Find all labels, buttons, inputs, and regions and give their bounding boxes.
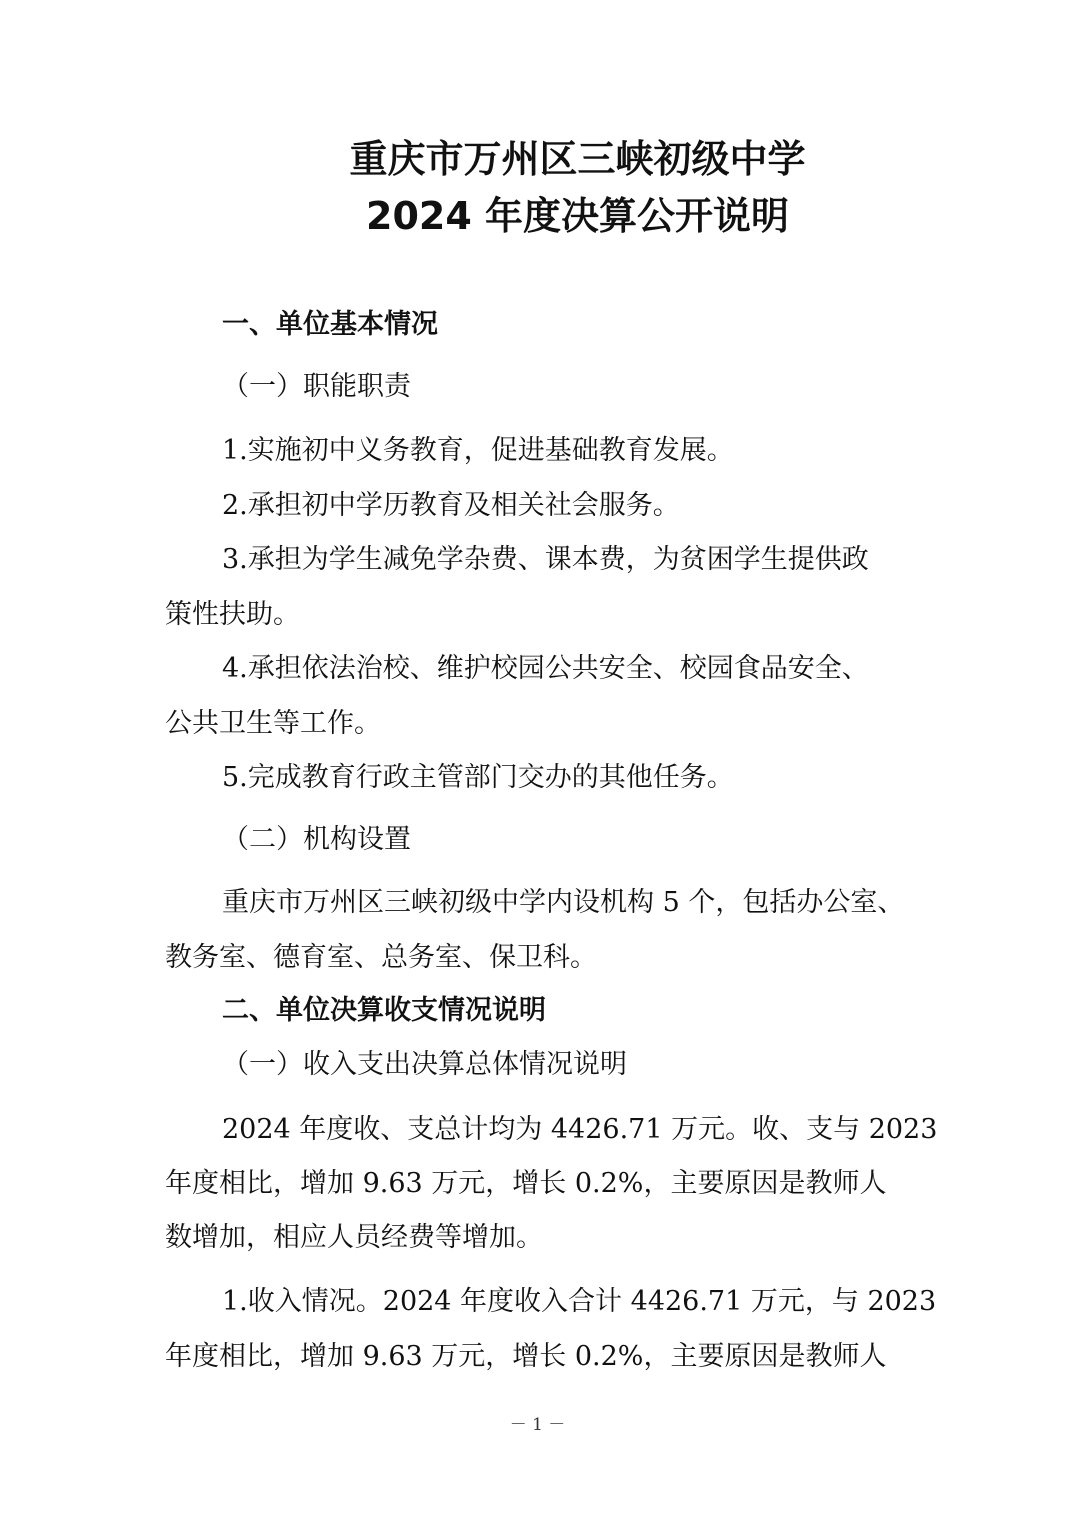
org-text-line1: 重庆市万州区三峡初级中学内设机构 5 个，包括办公室、 bbox=[222, 887, 905, 918]
duty-item-2: 2.承担初中学历教育及相关社会服务。 bbox=[222, 490, 680, 521]
section1-heading: 一、单位基本情况 bbox=[222, 309, 438, 340]
duty-item-5: 5.完成教育行政主管部门交办的其他任务。 bbox=[222, 762, 734, 793]
duty-item-1: 1.实施初中义务教育，促进基础教育发展。 bbox=[222, 435, 734, 466]
page-number: － 1 － bbox=[509, 1415, 566, 1435]
document-title-line2: 2024 年度决算公开说明 bbox=[366, 194, 789, 238]
duty-item-4-cont: 公共卫生等工作。 bbox=[165, 708, 381, 739]
org-text-line2: 教务室、德育室、总务室、保卫科。 bbox=[165, 942, 597, 973]
summary-line1: 2024 年度收、支总计均为 4426.71 万元。收、支与 2023 bbox=[222, 1114, 938, 1145]
section2-heading: 二、单位决算收支情况说明 bbox=[222, 995, 546, 1026]
summary-line2: 年度相比，增加 9.63 万元，增长 0.2%，主要原因是教师人 bbox=[165, 1168, 887, 1199]
duty-item-4: 4.承担依法治校、维护校园公共安全、校园食品安全、 bbox=[222, 653, 869, 684]
section2-sub1-heading: （一）收入支出决算总体情况说明 bbox=[222, 1049, 627, 1080]
section1-sub2-heading: （二）机构设置 bbox=[222, 824, 411, 855]
income-line2: 年度相比，增加 9.63 万元，增长 0.2%，主要原因是教师人 bbox=[165, 1341, 887, 1372]
section1-sub1-heading: （一）职能职责 bbox=[222, 371, 411, 402]
summary-line3: 数增加，相应人员经费等增加。 bbox=[165, 1222, 543, 1253]
duty-item-3: 3.承担为学生减免学杂费、课本费，为贫困学生提供政 bbox=[222, 544, 869, 575]
income-line1: 1.收入情况。2024 年度收入合计 4426.71 万元，与 2023 bbox=[222, 1286, 937, 1317]
duty-item-3-cont: 策性扶助。 bbox=[165, 599, 300, 630]
document-title-line1: 重庆市万州区三峡初级中学 bbox=[349, 137, 806, 181]
